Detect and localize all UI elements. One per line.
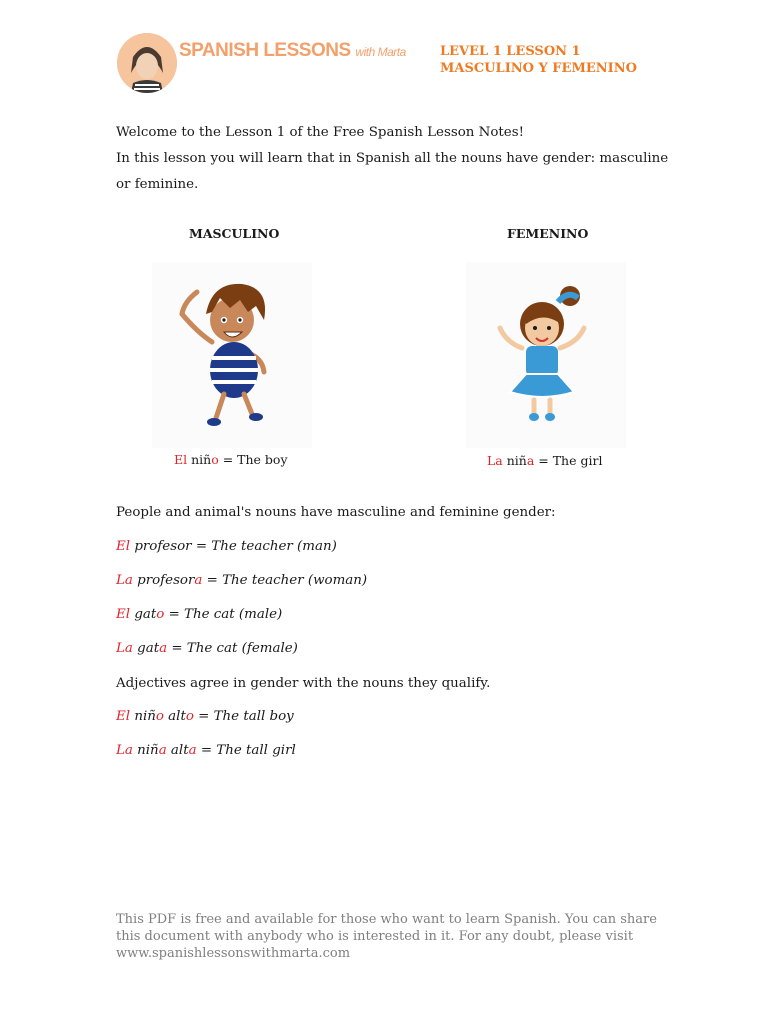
masculino-title: MASCULINO xyxy=(189,226,280,241)
lesson-number: LEVEL 1 LESSON 1 xyxy=(440,44,581,59)
femenino-title: FEMENINO xyxy=(507,226,589,241)
website-link[interactable]: www.spanishlessonswithmarta.com xyxy=(116,946,351,961)
logo-avatar xyxy=(117,33,177,93)
example-line: La profesora = The teacher (woman) xyxy=(116,573,368,588)
example-line: El niño alto = The tall boy xyxy=(116,709,294,724)
example-line: La niña alta = The tall girl xyxy=(116,743,296,758)
section-heading-adjectives: Adjectives agree in gender with the nouns they qualify. xyxy=(116,676,491,691)
example-line: La gata = The cat (female) xyxy=(116,641,298,656)
brand-logo-text: SPANISH LESSONS with Marta xyxy=(179,40,406,61)
boy-illustration xyxy=(152,262,312,448)
footer-note: This PDF is free and available for those who want to learn Spanish. You can share this document with anybody who is interested in it. For any doubt, please visit www.spanishlessonswithmarta.com xyxy=(116,911,676,962)
girl-caption: La niña = The girl xyxy=(487,453,603,468)
section-heading-gender: People and animal's nouns have masculine and feminine gender: xyxy=(116,505,556,520)
boy-caption: El niño = The boy xyxy=(174,452,288,467)
example-line: El gato = The cat (male) xyxy=(116,607,283,622)
lesson-topic: MASCULINO Y FEMENINO xyxy=(440,61,637,76)
intro-paragraph: Welcome to the Lesson 1 of the Free Spanish Lesson Notes! In this lesson you will learn that in Spanish all the nouns have gender: masculine or feminine. xyxy=(116,125,669,192)
lesson-heading xyxy=(440,43,637,77)
girl-illustration xyxy=(466,262,626,448)
example-line: El profesor = The teacher (man) xyxy=(116,539,337,554)
